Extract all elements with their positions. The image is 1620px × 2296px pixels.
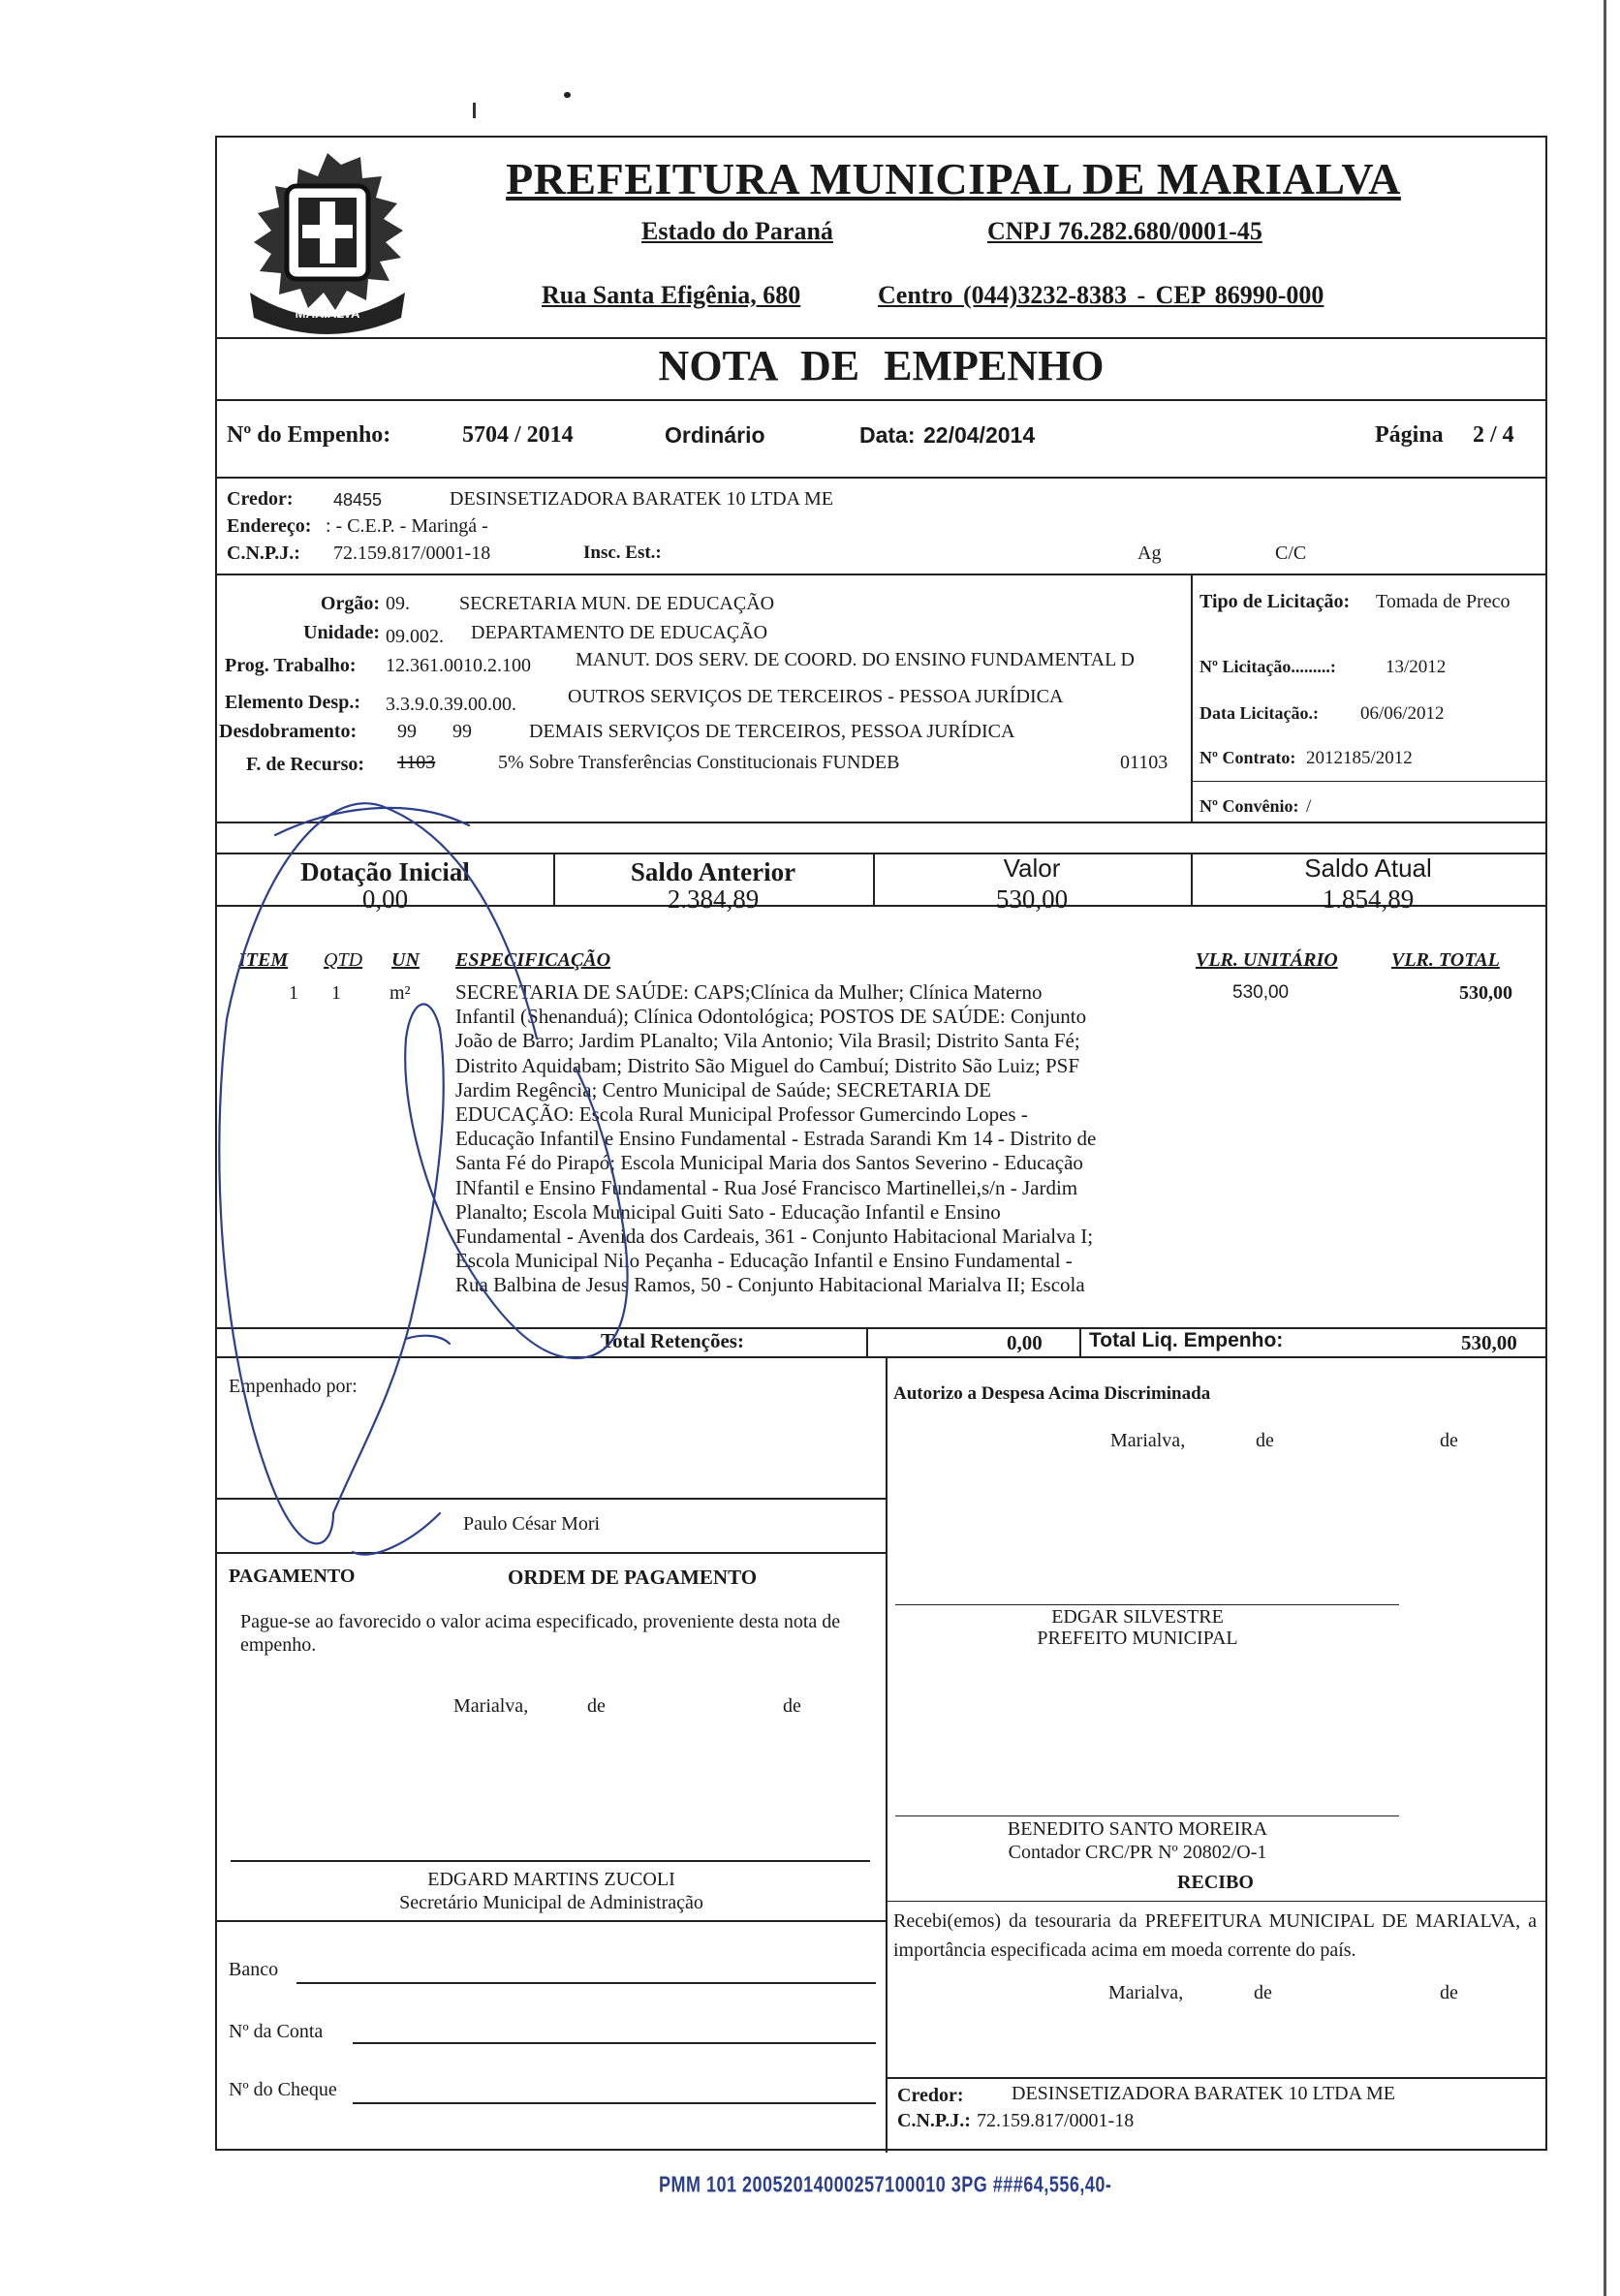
licitacao-type: Tomada de Preco xyxy=(1376,591,1511,612)
cheque-label: Nº do Cheque xyxy=(229,2079,337,2100)
header-title: PREFEITURA MUNICIPAL DE MARIALVA xyxy=(506,154,1401,203)
prog-desc: MANUT. DOS SERV. DE COORD. DO ENSINO FUNDAMENTAL D xyxy=(576,649,1136,670)
contador-role: Contador CRC/PR Nº 20802/O-1 xyxy=(1008,1842,1267,1863)
licitacao-date: 06/06/2012 xyxy=(1360,703,1445,724)
prog-code: 12.361.0010.2.100 xyxy=(386,655,531,676)
prefeito-signature-line xyxy=(895,1604,1399,1605)
recurso-ref: 01103 xyxy=(1120,752,1168,773)
spec-line: Santa Fé do Pirapó; Escola Municipal Maria dos Santos Severino - Educação xyxy=(455,1151,1083,1175)
pagamento-label: PAGAMENTO xyxy=(229,1566,356,1587)
spec-line: Jardim Regência; Centro Municipal de Saúde; SECRETARIA DE xyxy=(455,1077,991,1101)
secretario-role: Secretário Municipal de Administração xyxy=(399,1892,703,1913)
col-total-value: VLR. TOTAL xyxy=(1391,949,1500,971)
prefeito-name: EDGAR SILVESTRE xyxy=(1051,1606,1224,1628)
total-liq-label: Total Liq. Empenho: xyxy=(1089,1329,1284,1351)
handwritten-signature xyxy=(217,777,915,1629)
prefeito-role: PREFEITO MUNICIPAL xyxy=(1037,1628,1238,1649)
svg-text:MARIALVA: MARIALVA xyxy=(295,306,360,321)
licitacao-number: 13/2012 xyxy=(1386,657,1447,677)
spec-line: INfantil e Ensino Fundamental - Rua José Francisco Martinellei,s/n - Jardim xyxy=(455,1175,1078,1199)
nota-de-empenho-form xyxy=(215,136,1547,2151)
pagamento-de2: de xyxy=(783,1695,801,1717)
contrato-number: 2012185/2012 xyxy=(1306,748,1413,768)
saldo-anterior-value: 2.384,89 xyxy=(667,884,760,914)
unidade-code: 09.002. xyxy=(386,626,444,647)
spec-line: Distrito Aquidabam; Distrito São Miguel do Cambuí; Distrito São Luiz; PSF xyxy=(455,1053,1080,1077)
spec-line: Educação Infantil e Ensino Fundamental - Estrada Sarandi Km 14 - Distrito de xyxy=(455,1127,1097,1151)
empenhado-label: Empenhado por: xyxy=(229,1376,358,1397)
insc-label: Insc. Est.: xyxy=(583,543,662,563)
valor-label: Valor xyxy=(1003,853,1061,883)
spec-line: Fundamental - Avenida dos Cardeais, 361 - Conjunto Habitacional Marialva I; xyxy=(455,1225,1094,1249)
banco-line xyxy=(296,1982,876,1984)
empenho-date-label: Data: xyxy=(859,422,916,448)
cnpj-label: C.N.P.J.: xyxy=(227,543,300,564)
recibo-cnpj: 72.159.817/0001-18 xyxy=(977,2110,1135,2131)
col-unit-value: VLR. UNITÁRIO xyxy=(1196,949,1338,971)
convenio-number: / xyxy=(1306,796,1312,817)
ordem-pagamento-label: ORDEM DE PAGAMENTO xyxy=(508,1566,758,1589)
spec-line: SECRETARIA DE SAÚDE: CAPS;Clínica da Mulher; Clínica Materno xyxy=(455,980,1043,1004)
pagamento-de1: de xyxy=(587,1695,606,1717)
col-espec: ESPECIFICAÇÃO xyxy=(455,949,611,971)
recibo-label: RECIBO xyxy=(1177,1872,1254,1893)
header-district-phone: Centro (044)3232-8383 - CEP 86990-000 xyxy=(878,281,1324,309)
contador-signature-line xyxy=(895,1815,1399,1816)
elemento-code: 3.3.9.0.39.00.00. xyxy=(386,694,516,715)
total-liq-value: 530,00 xyxy=(1461,1331,1517,1354)
credor-code: 48455 xyxy=(333,490,383,510)
document-title: NOTA DE EMPENHO xyxy=(658,342,1105,389)
saldo-atual-label: Saldo Atual xyxy=(1304,853,1432,883)
credor-address: : - C.E.P. - Maringá - xyxy=(326,515,488,537)
banco-label: Banco xyxy=(229,1959,279,1980)
spec-line: Escola Municipal Nilo Peçanha - Educação Infantil e Ensino Fundamental - xyxy=(455,1249,1073,1273)
credor-label: Credor: xyxy=(227,488,294,510)
empenhado-name: Paulo César Mori xyxy=(463,1513,601,1535)
recurso-label: F. de Recurso: xyxy=(246,754,365,775)
empenho-type: Ordinário xyxy=(665,422,765,448)
orgao-code: 09. xyxy=(386,593,410,614)
col-un: UN xyxy=(391,949,420,971)
ag-label: Ag xyxy=(1137,543,1162,564)
recibo-credor: DESINSETIZADORA BARATEK 10 LTDA ME xyxy=(1012,2083,1395,2104)
conta-line xyxy=(353,2042,876,2044)
item-number: 1 xyxy=(289,982,298,1004)
item-unit-value: 530,00 xyxy=(1232,982,1290,1003)
elemento-desc: OUTROS SERVIÇOS DE TERCEIROS - PESSOA JURÍDICA xyxy=(568,686,1064,707)
dotacao-value: 0,00 xyxy=(361,884,409,914)
municipal-coat-of-arms xyxy=(231,147,424,341)
scan-edge xyxy=(1604,0,1606,2296)
desdobramento-desc: DEMAIS SERVIÇOS DE TERCEIROS, PESSOA JURÍDICA xyxy=(529,721,1015,742)
spec-line: Infantil (Shenanduá); Clínica Odontológica; POSTOS DE SAÚDE: Conjunto xyxy=(455,1005,1087,1029)
retencoes-label: Total Retenções: xyxy=(601,1329,744,1352)
address-label: Endereço: xyxy=(227,515,312,537)
item-unit: m² xyxy=(389,982,411,1004)
unidade-label: Unidade: xyxy=(303,622,380,643)
licitacao-type-label: Tipo de Licitação: xyxy=(1199,591,1351,612)
secretario-name: EDGARD MARTINS ZUCOLI xyxy=(427,1869,675,1890)
recurso-desc: 5% Sobre Transferências Constitucionais FUNDEB xyxy=(498,752,900,773)
empenho-number: 5704 / 2014 xyxy=(462,422,574,448)
credor-cnpj: 72.159.817/0001-18 xyxy=(333,543,491,564)
saldo-atual-value: 1.854,89 xyxy=(1322,884,1415,914)
scan-mark xyxy=(473,103,476,118)
dotacao-label: Dotação Inicial xyxy=(300,857,470,886)
recibo-place: Marialva, xyxy=(1108,1982,1184,2003)
item-total-value: 530,00 xyxy=(1459,982,1512,1004)
recibo-cnpj-label: C.N.P.J.: xyxy=(897,2110,971,2131)
empenho-number-label: Nº do Empenho: xyxy=(227,422,391,448)
desdobramento-code: 99 99 xyxy=(397,721,472,742)
prog-label: Prog. Trabalho: xyxy=(225,655,357,676)
valor-value: 530,00 xyxy=(995,884,1069,914)
pagamento-text: Pague-se ao favorecido o valor acima especificado, proveniente desta nota de empenho. xyxy=(240,1611,841,1656)
cheque-line xyxy=(353,2102,876,2104)
spec-line: Planalto; Escola Municipal Guiti Sato - Educação Infantil e Ensino xyxy=(455,1199,1001,1224)
recibo-text: Recebi(emos) da tesouraria da PREFEITURA MUNICIPAL DE MARIALVA, a importância especificada acima em moeda corrente do país. xyxy=(893,1910,1537,1961)
contrato-label: Nº Contrato: xyxy=(1199,748,1296,767)
convenio-label: Nº Convênio: xyxy=(1199,796,1299,816)
spec-line: EDUCAÇÃO: Escola Rural Municipal Professor Gumercindo Lopes - xyxy=(455,1102,1028,1127)
recibo-de2: de xyxy=(1440,1982,1458,2003)
desdobramento-label: Desdobramento: xyxy=(219,721,358,742)
secretario-signature-line xyxy=(231,1860,870,1862)
col-item: ITEM xyxy=(238,949,289,971)
unidade-desc: DEPARTAMENTO DE EDUCAÇÃO xyxy=(471,622,768,643)
header-address: Rua Santa Efigênia, 680 xyxy=(542,281,801,309)
recurso-code: 1103 xyxy=(397,752,436,773)
retencoes-value: 0,00 xyxy=(1007,1331,1043,1354)
header-cnpj: CNPJ 76.282.680/0001-45 xyxy=(987,217,1262,245)
cc-label: C/C xyxy=(1275,543,1307,564)
spec-line: João de Barro; Jardim PLanalto; Vila Antonio; Vila Brasil; Distrito Santa Fé; xyxy=(455,1029,1080,1053)
conta-label: Nº da Conta xyxy=(229,2021,324,2042)
scan-mark xyxy=(564,92,571,98)
credor-name: DESINSETIZADORA BARATEK 10 LTDA ME xyxy=(450,488,833,510)
col-qtd: QTD xyxy=(324,949,363,971)
orgao-desc: SECRETARIA MUN. DE EDUCAÇÃO xyxy=(459,593,775,614)
spec-line: Rua Balbina de Jesus Ramos, 50 - Conjunto Habitacional Marialva II; Escola xyxy=(455,1273,1085,1297)
empenho-date: 22/04/2014 xyxy=(923,422,1036,448)
licitacao-number-label: Nº Licitação.........: xyxy=(1199,657,1336,676)
page-number: 2 / 4 xyxy=(1473,422,1514,448)
autorizo-place: Marialva, xyxy=(1110,1430,1186,1451)
pagamento-place: Marialva, xyxy=(453,1695,529,1717)
print-stamp: PMM 101 20052014000257100010 3PG ###64,556,40- xyxy=(659,2171,1112,2197)
autorizo-de2: de xyxy=(1440,1430,1458,1451)
autorizo-label: Autorizo a Despesa Acima Discriminada xyxy=(893,1383,1211,1404)
recibo-de1: de xyxy=(1254,1982,1272,2003)
saldo-anterior-label: Saldo Anterior xyxy=(630,857,796,886)
licitacao-date-label: Data Licitação.: xyxy=(1199,703,1319,723)
page-label: Página xyxy=(1375,422,1444,448)
recibo-credor-label: Credor: xyxy=(897,2085,964,2106)
contador-name: BENEDITO SANTO MOREIRA xyxy=(1007,1818,1268,1840)
elemento-label: Elemento Desp.: xyxy=(225,692,360,713)
header-state: Estado do Paraná xyxy=(641,217,833,245)
item-qtd: 1 xyxy=(331,982,341,1004)
autorizo-de1: de xyxy=(1256,1430,1274,1451)
orgao-label: Orgão: xyxy=(320,593,380,614)
